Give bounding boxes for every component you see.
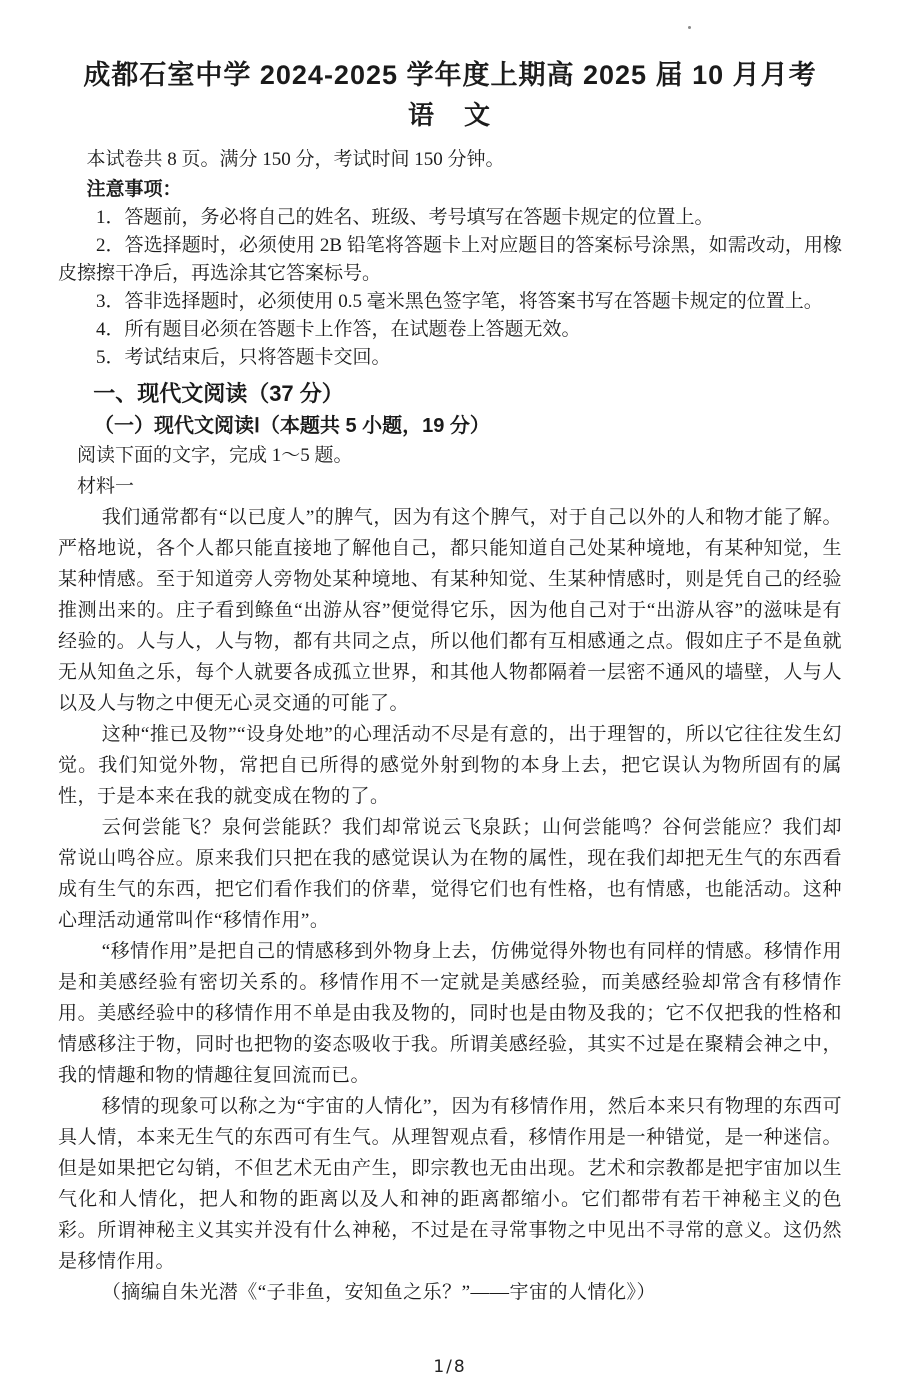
passage-paragraph: “移情作用”是把自己的情感移到外物身上去，仿佛觉得外物也有同样的情感。移情作用是和美感经验有密切关系的。移情作用不一定就是美感经验，而美感经验却常含有移情作用。美感经验中的移情作用不单是由我及物的，同时也是由物及我的；它不仅把我的性格和情感移注于物，同时也把物的姿态吸收于我。所谓美感经验，其实不过是在聚精会神之中，我的情趣和物的情趣往复回流而已。	[58, 941, 842, 1086]
notice-item-4: 4．所有题目必须在答题卡上作答，在试题卷上答题无效。	[96, 319, 581, 340]
passage-paragraph: 云何尝能飞？泉何尝能跃？我们却常说云飞泉跃；山何尝能鸣？谷何尝能应？我们却常说山鸣谷应。原来我们只把在我的感觉误认为在物的属性，现在我们却把无生气的东西看成有生气的东西，把它们看作我们的侪辈，觉得它们也有性格，也有情感，也能活动。这种心理活动通常叫作“移情作用”。	[58, 817, 842, 931]
notice-heading: 注意事项：	[86, 179, 182, 200]
section-heading-modern-reading: 一、现代文阅读（37 分）	[93, 381, 344, 406]
exam-info-line: 本试卷共 8 页。满分 150 分，考试时间 150 分钟。	[86, 149, 505, 170]
page-title: 成都石室中学 2024-2025 学年度上期高 2025 届 10 月月考	[83, 60, 817, 90]
subsection-heading-reading-1: （一）现代文阅读Ⅰ（本题共 5 小题，19 分）	[94, 415, 490, 437]
reading-instruction: 阅读下面的文字，完成 1～5 题。	[77, 445, 353, 466]
material-one-label: 材料一	[77, 476, 135, 497]
notice-item-1: 1．答题前，务必将自己的姓名、班级、考号填写在答题卡规定的位置上。	[96, 207, 714, 228]
page-number: 1/8	[433, 1357, 467, 1377]
subject-title: 语 文	[407, 100, 492, 130]
passage-paragraph: 移情的现象可以称之为“宇宙的人情化”，因为有移情作用，然后本来只有物理的东西可具人情，本来无生气的东西可有生气。从理智观点看，移情作用是一种错觉，是一种迷信。但是如果把它勾销，不但艺术无由产生，即宗教也无由出现。艺术和宗教都是把宇宙加以生气化和人情化，把人和物的距离以及人和神的距离都缩小。它们都带有若干神秘主义的色彩。所谓神秘主义其实并没有什么神秘，不过是在寻常事物之中见出不寻常的意义。这仍然是移情作用。	[58, 1096, 842, 1272]
scan-artifact-dot	[688, 26, 691, 29]
notice-item-5: 5．考试结束后，只将答题卡交回。	[96, 347, 391, 368]
passage-paragraph: 我们通常都有“以已度人”的脾气，因为有这个脾气，对于自己以外的人和物才能了解。严格地说，各个人都只能直接地了解他自己，都只能知道自己处某种境地，有某种知觉，生某种情感。至于知道旁人旁物处某种境地、有某种知觉、生某种情感时，则是凭自己的经验推测出来的。庄子看到鲦鱼“出游从容”便觉得它乐，因为他自己对于“出游从容”的滋味是有经验的。人与人，人与物，都有共同之点，所以他们都有互相感通之点。假如庄子不是鱼就无从知鱼之乐，每个人就要各成孤立世界，和其他人物都隔着一层密不通风的墙壁，人与人以及人与物之中便无心灵交通的可能了。	[58, 507, 842, 714]
source-attribution: （摘编自朱光潜《“子非鱼，安知鱼之乐？”——宇宙的人情化》）	[101, 1282, 657, 1303]
notice-item-3: 3．答非选择题时，必须使用 0.5 毫米黑色签字笔，将答案书写在答题卡规定的位置上。	[96, 291, 823, 312]
passage-paragraph: 这种“推已及物”“设身处地”的心理活动不尽是有意的，出于理智的，所以它往往发生幻觉。我们知觉外物，常把自已所得的感觉外射到物的本身上去，把它误认为物所固有的属性，于是本来在我的就变成在物的了。	[58, 724, 842, 807]
reading-passage	[58, 502, 842, 1308]
notice-item-2: 2．答选择题时，必须使用 2B 铅笔将答题卡上对应题目的答案标号涂黑，如需改动，用橡皮擦擦干净后，再选涂其它答案标号。	[58, 235, 842, 284]
